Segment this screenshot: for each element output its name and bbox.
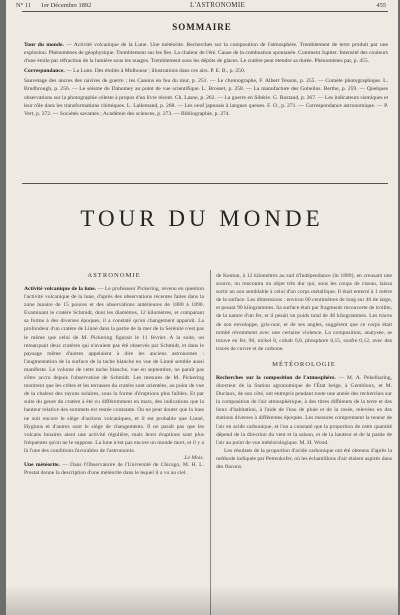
page-header — [14, 0, 392, 10]
summary-entry — [24, 77, 388, 117]
article-lead: Activité volcanique de la lune. — [24, 286, 97, 292]
summary-text: — La Lune. Des étoiles à Mulhouse ; illustrations dans ces airs. P. E. B., p. 250. — [66, 68, 246, 75]
summary-lead: Tour du monde. — [24, 42, 64, 48]
summary-entry — [24, 67, 388, 75]
summary-title: SOMMAIRE — [172, 22, 232, 32]
tour-title: TOUR DU MONDE — [80, 206, 324, 231]
article-signature: Le Mois. — [184, 454, 204, 461]
page-number: 455 — [376, 1, 386, 9]
summary-text: — Activité volcanique de la Lune. Une météorite. Recherches sur la composition de l'atmosphère. Tremblement de terre produit par une explosion. Phénomènes de géophysique. Tremblement sur les îles. La chaleur de l'été. Cause de la combustion spontanée. Comment Jupiter. Intensité des couleurs d'une étoile par réfraction de la lumière sous les nuages. Tremblement sous les dépôts de glaces. Le cratère peut étendre sa durée. Phénomènes par, p. 455. — [24, 42, 388, 65]
article-text: — M. A. Pekelharing, directeur de la Station agronomique de l'État belge, à Gembloux, et M. Duclaux, de son côté, ont entrepris pendant toute une année des recherches sur la composition de l'air atmosphérique, à des titres différents de la terre et des lieux d'habitation, à l'aide de l'eau de pluie et de la rosée, relevées en des stations diverses à différentes époques. Les mesures comprennent la teneur de l'air en acide carbonique, et l'on a constaté que la proportion de cette quantité dépend de la direction du vent et la saison, et de la hauteur et de la partie de l'air au point de vue météorologique. M. H. Wood. — [216, 374, 392, 446]
article-continued: de Kenton, à 12 kilomètres au sud d'Indépendance (in 1889), en creusant une source, on rencontra un objet très dur qui, sous les coups de ciseau, laissa sortir un son semblable à celui d'un corps métallique. Il était enterré à 1 mètre de la surface. Les dimensions : environ 60 centimètres de long sur 40 de large, et pesant 90 kilogrammes. Sa surface était par fragments recouverte de troilite, de la nature d'un fer, et il pesait un poids total de 46 kilogrammes. Les traces de son enveloppe, gris-noir, et de ses angles, suggèrent que ce corps était tombé récemment avec une certaine violence. La composition, analysée, se trouve en fer, 90, nickel 8, cobalt 0,8, phosphore 0,15, soufre 0,12, avec des traces de cuivre et de carbone. — [216, 273, 392, 352]
section-heading-meteorologie: MÉTÉOROLOGIE — [272, 360, 336, 368]
journal-name: L'ASTRONOMIE — [190, 1, 246, 9]
article-volcanic — [24, 285, 204, 455]
right-column — [216, 272, 392, 615]
article-meteorite — [24, 461, 204, 477]
summary-lead: Correspondance. — [24, 68, 65, 75]
summary-text: Sauvetage des ancres des navires de guerre ; les Canons en feu du mur, p. 251. — Le chronographe, F. Albert Tesson, p. 255. — Comète photographique. L. Brudbrough, p. 256. — Le séisme du Dahomey au point de vue scientifique. L. Brosset, p. 258. — La manufacture des Gobelins. Berthe, p. 259. — Quelques observations sur la photographie céleste à propos d'un livre récent. Ch. Lasne, p. 262. — La guerre en Sibérie. G. Rostand, p. 267. — Les indicateurs sismiques et leur rôle dans les transformations chimiques. L. Lallemand, p. 268. — Les oeuf japonais à langues queues. F. O., p. 271. — Correspondance astronomique. — P. Vert, p. 272. — Sociétés savantes ; Académie des sciences, p. 273. — Bibliographie, p. 274. — [24, 78, 388, 117]
issue-number: N° 11 — [16, 1, 31, 9]
issue-date: 1er Décembre 1892 — [40, 1, 92, 9]
left-column — [24, 272, 204, 615]
column-divider — [210, 270, 211, 615]
summary-block — [24, 41, 388, 171]
page — [6, 0, 398, 615]
section-heading-astronomie: ASTRONOMIE — [87, 272, 141, 279]
summary-entry — [24, 41, 388, 65]
article-text: — Dans l'Observatoire de l'Université de Chicago, M. H. L. Prestat donne la description d'une météorite dans le lequel il a vu au ciel. — [24, 461, 204, 477]
article-text: — Le professeur Pickering, revenu en question l'activité volcanique de la lune, d'après des observations récentes faites dans la zone lunaire de 15 pouces et des observations antérieures de 1880 à 1890. Examinant le cratère Schmidt, dont les diamètres, 12 kilomètres, et comparant sa forme à des diverses époques, il a constaté qu'un changement apparaît. La profondeur d'un cratère de Linné dans la partie de la mer de la Sérénité n'est pas le même que celui de M. Pickering figurait le 11 février. A la suite, on remarquait deux cratères qui n'avaient pas été observés par Schmidt, et dans le paysage même d'autres appelaient à dire les anciens astronomes : l'augmentation de la surface de la tache blanche en vue de Linné semble aussi manifeste. Le volume de cette tache blanche, vue en septembre, ne paraît pas s'être accru depuis l'observation de Schmidt. Les mesures de M. Pickering montrent que les crêtes et les terrasses du cratère sont orientées, au point de vue de la chaleur des rayons solaires, sous la forme d'éruptions plus faibles. Et par suite du genre du cratère à été vu différemment en mars, des indications que la hauteur relative des sommets est restée constante. On ne peut douter que la lune ne soit encore le siège d'actions volcaniques, et il est probable que Linné, Hyginus et d'autres sont le siège de changements. Il ne paraît pas que les volcans lunaires aient une activité régulière, mais leurs éruptions sont plus fréquentes qu'on ne le suppose. La lune n'est pas encore un monde mort, et il y a là l'une des conditions favorables de l'astronomie. — [24, 286, 204, 454]
header-rule — [22, 11, 388, 12]
article-lead: Une météorite. — [24, 461, 60, 468]
article-atmosphere-cont: Les résultats de la proportion d'acide carbonique ont été obtenus d'après la méthode indiquée par Pettenkofer, où les échantillons d'air étaient aspirés dans des flacons. — [216, 447, 392, 470]
article-lead: Recherches sur la composition de l'atmosphère. — [216, 374, 336, 381]
section-rule — [22, 183, 388, 184]
article-atmosphere — [216, 374, 392, 447]
